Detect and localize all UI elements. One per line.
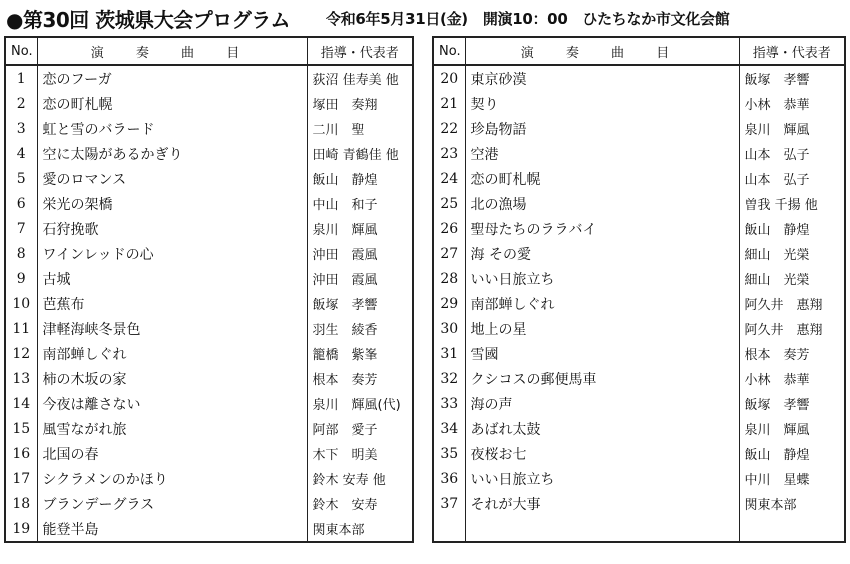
leader-name: 山本 弘子 — [739, 166, 845, 191]
leader-name: 小林 恭華 — [739, 366, 845, 391]
table-header-row — [433, 37, 845, 65]
song-title: 東京砂漠 — [465, 65, 739, 91]
table-row — [433, 91, 845, 116]
table-row — [433, 166, 845, 191]
song-title: ブランデーグラス — [37, 491, 307, 516]
leader-name: 関東本部 — [739, 491, 845, 516]
leader-name: 関東本部 — [307, 516, 413, 542]
leader-name: 泉川 輝風 — [739, 416, 845, 441]
leader-name: 中川 星蝶 — [739, 466, 845, 491]
song-title: 愛のロマンス — [37, 166, 307, 191]
song-title: 海の声 — [465, 391, 739, 416]
column-header-leader: 指導・代表者 — [739, 37, 845, 65]
table-row — [5, 366, 413, 391]
entry-number: 33 — [433, 391, 465, 416]
song-title: 空に太陽があるかぎり — [37, 141, 307, 166]
column-header-num: No. — [5, 37, 37, 65]
program-table-left — [4, 36, 414, 543]
entry-number: 35 — [433, 441, 465, 466]
song-title: いい日旅立ち — [465, 466, 739, 491]
entry-number: 9 — [5, 266, 37, 291]
entry-number: 36 — [433, 466, 465, 491]
leader-name: 飯山 静煌 — [739, 216, 845, 241]
entry-number: 34 — [433, 416, 465, 441]
entry-number: 11 — [5, 316, 37, 341]
leader-name: 細山 光榮 — [739, 266, 845, 291]
leader-name: 細山 光榮 — [739, 241, 845, 266]
table-row — [5, 216, 413, 241]
entry-number: 10 — [5, 291, 37, 316]
empty-row — [433, 516, 845, 542]
song-title: 珍島物語 — [465, 116, 739, 141]
entry-number: 20 — [433, 65, 465, 91]
table-row — [433, 191, 845, 216]
leader-name: 飯塚 孝響 — [739, 65, 845, 91]
column-header-num: No. — [433, 37, 465, 65]
entry-number: 32 — [433, 366, 465, 391]
table-row — [5, 491, 413, 516]
song-title: ワインレッドの心 — [37, 241, 307, 266]
table-row — [433, 391, 845, 416]
leader-name: 泉川 輝風(代) — [307, 391, 413, 416]
song-title: 柿の木坂の家 — [37, 366, 307, 391]
entry-number: 5 — [5, 166, 37, 191]
entry-number: 6 — [5, 191, 37, 216]
entry-number: 24 — [433, 166, 465, 191]
entry-number: 23 — [433, 141, 465, 166]
leader-name: 中山 和子 — [307, 191, 413, 216]
column-header-song: 演 奏 曲 目 — [465, 37, 739, 65]
program-table-right — [432, 36, 846, 543]
leader-name: 山本 弘子 — [739, 141, 845, 166]
entry-number: 22 — [433, 116, 465, 141]
song-title: 恋のフーガ — [37, 65, 307, 91]
song-title: 今夜は離さない — [37, 391, 307, 416]
entry-number: 31 — [433, 341, 465, 366]
entry-number: 1 — [5, 65, 37, 91]
table-row — [5, 316, 413, 341]
entry-number: 19 — [5, 516, 37, 542]
song-title: 南部蝉しぐれ — [37, 341, 307, 366]
leader-name: 鈴木 安寿 — [307, 491, 413, 516]
song-title: 聖母たちのララバイ — [465, 216, 739, 241]
table-row — [5, 266, 413, 291]
table-row — [5, 241, 413, 266]
event-date: 令和6年5月31日(金) — [326, 10, 468, 28]
entry-number: 12 — [5, 341, 37, 366]
song-title: 海 その愛 — [465, 241, 739, 266]
leader-name: 塚田 奏翔 — [307, 91, 413, 116]
song-title: 石狩挽歌 — [37, 216, 307, 241]
table-row — [433, 65, 845, 91]
entry-number: 14 — [5, 391, 37, 416]
song-title: 空港 — [465, 141, 739, 166]
song-title: 地上の星 — [465, 316, 739, 341]
table-row — [5, 116, 413, 141]
table-row — [5, 166, 413, 191]
song-title: 虹と雪のバラード — [37, 116, 307, 141]
song-title: 北の漁場 — [465, 191, 739, 216]
song-title: それが大事 — [465, 491, 739, 516]
leader-name: 籠橋 紫峯 — [307, 341, 413, 366]
table-row — [5, 466, 413, 491]
entry-number: 37 — [433, 491, 465, 516]
table-row — [433, 441, 845, 466]
leader-name: 沖田 霞風 — [307, 241, 413, 266]
program-header — [6, 4, 846, 34]
table-row — [433, 316, 845, 341]
entry-number: 30 — [433, 316, 465, 341]
song-title: シクラメンのかほり — [37, 466, 307, 491]
table-row — [5, 191, 413, 216]
empty-cell — [739, 516, 845, 542]
empty-cell — [465, 516, 739, 542]
song-title: 恋の町札幌 — [37, 91, 307, 116]
program-title: ●第30回 茨城県大会プログラム — [6, 8, 291, 32]
column-header-song: 演 奏 曲 目 — [37, 37, 307, 65]
column-header-leader: 指導・代表者 — [307, 37, 413, 65]
leader-name: 鈴木 安寿 他 — [307, 466, 413, 491]
table-row — [5, 441, 413, 466]
leader-name: 飯山 静煌 — [739, 441, 845, 466]
song-title: 津軽海峡冬景色 — [37, 316, 307, 341]
table-row — [433, 491, 845, 516]
table-row — [5, 291, 413, 316]
leader-name: 阿久井 惠翔 — [739, 291, 845, 316]
table-row — [433, 466, 845, 491]
leader-name: 飯塚 孝響 — [739, 391, 845, 416]
leader-name: 泉川 輝風 — [739, 116, 845, 141]
leader-name: 羽生 綾香 — [307, 316, 413, 341]
table-row — [433, 366, 845, 391]
leader-name: 阿部 愛子 — [307, 416, 413, 441]
song-title: 芭蕉布 — [37, 291, 307, 316]
song-title: 夜桜お七 — [465, 441, 739, 466]
entry-number: 27 — [433, 241, 465, 266]
song-title: 南部蝉しぐれ — [465, 291, 739, 316]
table-row — [433, 116, 845, 141]
song-title: 能登半島 — [37, 516, 307, 542]
program-rows-left — [5, 65, 413, 542]
table-row — [5, 391, 413, 416]
table-row — [5, 91, 413, 116]
leader-name: 二川 聖 — [307, 116, 413, 141]
entry-number: 21 — [433, 91, 465, 116]
table-row — [433, 341, 845, 366]
song-title: 雪國 — [465, 341, 739, 366]
entry-number: 15 — [5, 416, 37, 441]
song-title: クシコスの郵便馬車 — [465, 366, 739, 391]
song-title: 栄光の架橋 — [37, 191, 307, 216]
leader-name: 根本 奏芳 — [307, 366, 413, 391]
song-title: 契り — [465, 91, 739, 116]
table-header-row — [5, 37, 413, 65]
song-title: 古城 — [37, 266, 307, 291]
entry-number: 17 — [5, 466, 37, 491]
entry-number: 8 — [5, 241, 37, 266]
entry-number: 3 — [5, 116, 37, 141]
leader-name: 曽我 千揚 他 — [739, 191, 845, 216]
entry-number: 2 — [5, 91, 37, 116]
leader-name: 根本 奏芳 — [739, 341, 845, 366]
entry-number: 13 — [5, 366, 37, 391]
empty-cell — [433, 516, 465, 542]
leader-name: 小林 恭華 — [739, 91, 845, 116]
table-row — [433, 416, 845, 441]
table-row — [433, 216, 845, 241]
entry-number: 25 — [433, 191, 465, 216]
entry-number: 29 — [433, 291, 465, 316]
table-row — [5, 65, 413, 91]
entry-number: 16 — [5, 441, 37, 466]
table-row — [433, 241, 845, 266]
entry-number: 26 — [433, 216, 465, 241]
leader-name: 阿久井 惠翔 — [739, 316, 845, 341]
song-title: 風雪ながれ旅 — [37, 416, 307, 441]
leader-name: 沖田 霞風 — [307, 266, 413, 291]
entry-number: 28 — [433, 266, 465, 291]
table-row — [5, 516, 413, 542]
entry-number: 4 — [5, 141, 37, 166]
event-time: 開演10：00 — [482, 10, 568, 28]
entry-number: 18 — [5, 491, 37, 516]
table-row — [433, 291, 845, 316]
song-title: 恋の町札幌 — [465, 166, 739, 191]
event-venue: ひたちなか市文化会館 — [582, 10, 730, 28]
table-row — [5, 141, 413, 166]
song-title: 北国の春 — [37, 441, 307, 466]
leader-name: 飯山 静煌 — [307, 166, 413, 191]
leader-name: 木下 明美 — [307, 441, 413, 466]
song-title: あばれ太鼓 — [465, 416, 739, 441]
entry-number: 7 — [5, 216, 37, 241]
table-row — [5, 416, 413, 441]
event-info — [326, 8, 739, 29]
leader-name: 飯塚 孝響 — [307, 291, 413, 316]
table-row — [433, 266, 845, 291]
table-row — [5, 341, 413, 366]
leader-name: 泉川 輝風 — [307, 216, 413, 241]
leader-name: 田崎 青鶴佳 他 — [307, 141, 413, 166]
song-title: いい日旅立ち — [465, 266, 739, 291]
program-rows-right — [433, 65, 845, 542]
leader-name: 荻沼 佳寿美 他 — [307, 65, 413, 91]
table-row — [433, 141, 845, 166]
